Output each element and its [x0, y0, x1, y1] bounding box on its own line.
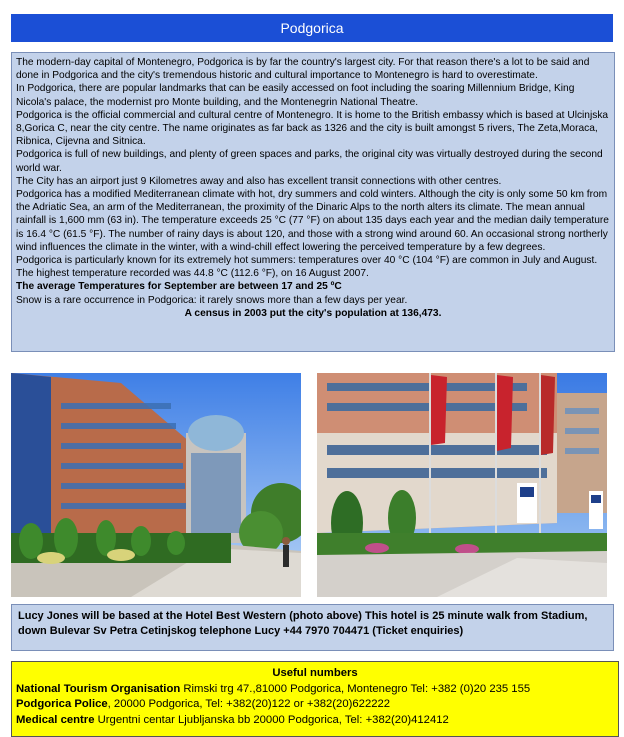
- contact-label: Medical centre: [16, 713, 95, 726]
- contact-entry: [16, 682, 614, 698]
- hotel-illustration: [317, 373, 607, 597]
- intro-panel: [11, 52, 615, 352]
- intro-paragraph: Podgorica is full of new buildings, and plenty of green spaces and parks, the original city was virtually destroyed during the second world war.: [16, 149, 603, 174]
- contact-details: Urgentni centar Ljubljanska bb 20000 Podgorica, Tel: +382(20)412412: [94, 713, 449, 726]
- contact-details: , 20000 Podgorica, Tel: +382(20)122 or +382(20)622222: [107, 698, 391, 710]
- city-street-illustration: [11, 373, 301, 597]
- contact-label: Podgorica Police: [16, 698, 108, 710]
- intro-paragraph: In Podgorica, there are popular landmarks that can be easily accessed on foot including the soaring Millennium Bridge, King Nicola's palace, the modernist pro Monte building, and the Montenegrin National Theatre.: [16, 83, 575, 108]
- hotel-best-western-photo: [317, 373, 607, 597]
- contact-label: National Tourism Organisation: [16, 682, 181, 695]
- census-note: A census in 2003 put the city's population at 136,473.: [184, 307, 442, 319]
- city-street-photo: [11, 373, 301, 597]
- intro-paragraph: The City has an airport just 9 Kilometres away and also has excellent transit connections with other centres.: [16, 175, 502, 187]
- contact-entry: [16, 713, 614, 729]
- intro-paragraph: Podgorica is the official commercial and cultural centre of Montenegro. It is home to the British embassy which is based at Ulcinjska 8,Gorica C, near the city centre. The name originates as far back as 1326 and the city is built amongst 5 rivers, The Zeta,Moraca, Ribnica, Cijevna and Sitnica.: [16, 109, 609, 148]
- intro-paragraph: Podgorica has a modified Mediterranean climate with hot, dry summers and cold winters. Although the city is only some 50 km from the Adriatic Sea, an arm of the Mediterranean, the proximity of the Dinaric Alps to the north alters its climate. The mean annual rainfall is 1,600 mm (63 in). The temperature exceeds 25 °C (77 °F) on about 135 days each year and the median daily temperature is 16.4 °C (61.5 °F). The number of rainy days is about 120, and those with a strong wind around 60. An occasional strong northerly wind influences the climate in the winter, with a wind-chill effect lowering the perceived temperature by a few degrees.: [16, 189, 609, 253]
- contact-entry: [16, 697, 614, 713]
- hotel-caption: Lucy Jones will be based at the Hotel Best Western (photo above) This hotel is 25 minute walk from Stadium, down Bulevar Sv Petra Cetinjskog telephone Lucy +44 7970 704471 (Ticket enquiries): [11, 604, 614, 651]
- useful-numbers-heading: Useful numbers: [272, 667, 358, 679]
- contact-details: Rimski trg 47.,81000 Podgorica, Montenegro Tel: +382 (0)20 235 155: [180, 682, 531, 695]
- snow-note: Snow is a rare occurrence in Podgorica: it rarely snows more than a few days per year.: [16, 294, 408, 306]
- page-title: Podgorica: [11, 14, 613, 42]
- intro-paragraph: The modern-day capital of Montenegro, Podgorica is by far the country's largest city. For that reason there's a lot to be said and done in Podgorica and the city's tremendous historic and cultural importance to Montenegro is hard to overestimate.: [16, 57, 590, 82]
- intro-paragraph: Podgorica is particularly known for its extremely hot summers: temperatures over 40 °C (104 °F) are common in July and August. The highest temperature recorded was 44.8 °C (112.6 °F), on 16 August 2007.: [16, 255, 598, 280]
- september-temperatures: The average Temperatures for September are between 17 and 25 ºC: [16, 281, 342, 293]
- useful-numbers-panel: [11, 661, 619, 737]
